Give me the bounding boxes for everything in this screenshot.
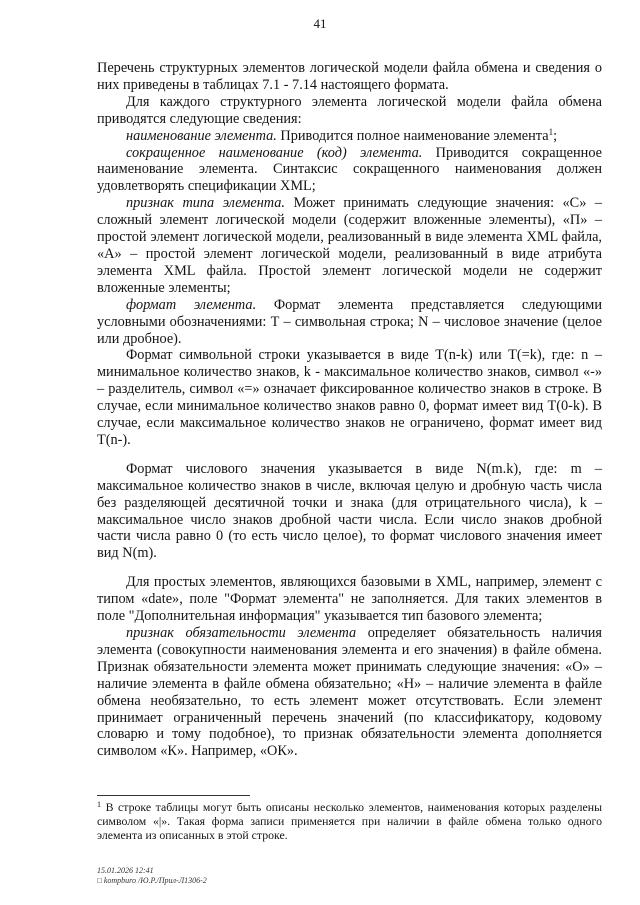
paragraph-mandatory-flag xyxy=(97,625,602,760)
page-number: 41 xyxy=(313,16,327,31)
paragraph-short-name xyxy=(97,145,602,196)
paragraph-type-flag xyxy=(97,195,602,296)
paragraph-element-info: Для каждого структурного элемента логической модели файла обмена приводятся следующие сведения: xyxy=(97,93,602,127)
term-type-flag: признак типа элемента. xyxy=(126,195,286,212)
paragraph-element-format xyxy=(97,297,602,348)
term-element-format: формат элемента. xyxy=(126,296,257,313)
footnote-reference: 1 xyxy=(548,126,554,137)
footnote-text: В строке таблицы могут быть описаны несколько элементов, наименования которых разделены символом «|». Такая форма записи применяется при наличии в файле обмена только одного элемента из описанных в этой строке. xyxy=(97,800,602,843)
paragraph-element-name xyxy=(97,128,602,145)
element-name-end: ; xyxy=(553,127,558,144)
mandatory-flag-text: определяет обязательность наличия элемента (совокупности наименования элемента и его значения) в файле обмена. Признак обязательности элемента может принимать следующие значения: «О» – наличие элемента в файле обмена обязательно; «Н» – наличие элемента в файле обмена необязательно, то есть элемент может отсутствовать. Если элемент принимает ограниченный перечень значений (по классификатору, кодовому словарю и тому подобное), то признак обязательности элемента дополняется символом «К». Например, «ОК». xyxy=(97,625,602,760)
paragraph-number-format: Формат числового значения указывается в виде N(m.k), где: m – максимальное количество знаков в числе, включая целую и дробную часть числа без разделяющей десятичной точки и знака (для отрицательного числа), k – максимальное число знаков дробной части числа. Если число знаков дробной части числа равно 0 (то есть число целое), то формат числового значения имеет вид N(m). xyxy=(97,460,602,562)
footnote-divider xyxy=(97,795,250,796)
footnote-marker: 1 xyxy=(97,800,101,809)
type-flag-text: Может принимать следующие значения: «С» – сложный элемент логической модели (содержит вложенные элементы), «П» – простой элемент логической модели, реализованный в виде элемента XML файла, «А» – простой элемент логической модели, реализованный в виде атрибута элемента XML файла. Простой элемент логической модели не содержит вложенные элементы; xyxy=(97,195,602,296)
footnote xyxy=(97,800,602,843)
term-element-name: наименование элемента. xyxy=(126,127,277,144)
stamp-author: □ kompburo /Ю.Р./Прил-Л1306-2 xyxy=(97,876,207,885)
paragraph-intro: Перечень структурных элементов логической модели файла обмена и сведения о них приведены в таблицах 7.1 - 7.14 настоящего формата. xyxy=(97,60,602,93)
term-short-name: сокращенное наименование (код) элемента. xyxy=(126,144,423,161)
document-body xyxy=(97,60,602,760)
element-format-text: Формат элемента представляется следующими условными обозначениями: Т – символьная строка; N – числовое значение (целое или дробное). xyxy=(97,296,602,347)
short-name-text: Приводится сокращенное наименование элемента. Синтаксис сокращенного наименования должен удовлетворять спецификации XML; xyxy=(97,144,602,195)
print-stamp xyxy=(97,866,207,886)
element-name-text: Приводится полное наименование элемента xyxy=(276,127,549,144)
term-mandatory-flag: признак обязательности элемента xyxy=(126,625,357,641)
paragraph-simple-elements: Для простых элементов, являющихся базовыми в XML, например, элемент с типом «date», поле "Формат элемента" не заполняется. Для таких элементов в поле "Дополнительная информация" указывается тип базового элемента; xyxy=(97,574,602,625)
paragraph-string-format: Формат символьной строки указывается в виде Т(n-k) или Т(=k), где: n – минимальное количество знаков, k - максимальное количество знаков, символ «-» – разделитель, символ «=» означает фиксированное количество знаков в строке. В случае, если минимальное количество знаков равно 0, формат имеет вид Т(0-k). В случае, если максимальное количество знаков не ограничено, формат имеет вид Т(n-). xyxy=(97,347,602,448)
stamp-date: 15.01.2026 12:41 xyxy=(97,866,154,875)
